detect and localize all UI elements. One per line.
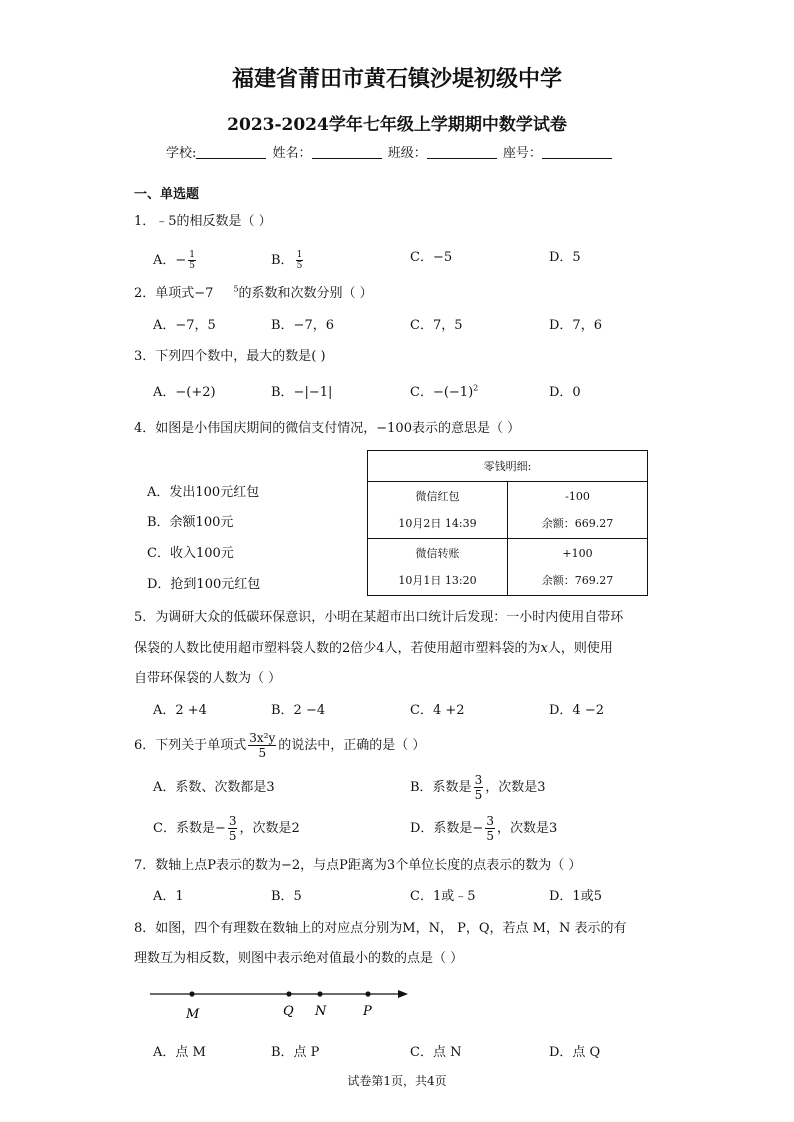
q6-c-num: 3: [228, 814, 237, 828]
q1-a-num: 1: [189, 250, 196, 260]
name-label: 姓名：: [272, 146, 312, 161]
q6-option-d: [410, 813, 557, 845]
label-n: N: [315, 1004, 327, 1019]
q1-a-fraction: [188, 250, 196, 271]
q2-option-b: B．−7，6: [271, 318, 334, 333]
table-row-2-left: [368, 539, 508, 596]
q6-option-c: [153, 813, 300, 845]
q5-option-b: B．2 −4: [271, 703, 326, 718]
r1-amount: -100: [565, 490, 590, 503]
q1-stem: 1．﹣5的相反数是（ ）: [134, 214, 272, 229]
q8-line-2: 理数互为相反数，则图中表示绝对值最小的数的点是（ ）: [134, 951, 464, 966]
q6-b-num: 3: [474, 773, 483, 787]
q4-option-a: A．发出100元红包: [147, 485, 260, 500]
q2-stem-a: 2．单项式−7: [134, 286, 214, 301]
class-blank[interactable]: [427, 146, 497, 159]
r2-amount: +100: [562, 547, 593, 560]
school-blank[interactable]: [196, 146, 266, 159]
q1-option-b: [271, 250, 305, 271]
q7-option-d: D．1或5: [549, 889, 602, 904]
point-n: [317, 991, 322, 996]
q5-line-3: 自带环保袋的人数为（ ）: [134, 671, 282, 686]
q3-option-b: B．−|−1|: [271, 385, 333, 400]
q1-a-label: A．: [153, 253, 176, 268]
q5-var-x: x: [540, 641, 548, 656]
q1-option-d: D．5: [549, 250, 581, 265]
q3-stem: 3．下列四个数中，最大的数是( ): [134, 349, 326, 364]
q1-a-sign: −: [175, 253, 187, 268]
table-row-1-left: [368, 482, 508, 539]
q8-option-a: A．点 M: [153, 1045, 206, 1060]
q3-c-text: C．−(−1): [410, 385, 474, 400]
school-label: 学校:: [166, 146, 197, 161]
q7-option-a: A．1: [153, 889, 184, 904]
q5-line-1: 5．为调研大众的低碳环保意识，小明在某超市出口统计后发现：一小时内使用自带环: [134, 610, 624, 625]
q6-frac-den: 5: [258, 746, 267, 760]
class-label: 班级：: [387, 146, 427, 161]
r2-name: 微信转账: [415, 547, 460, 560]
q6-stem-b: 的说法中，正确的是（ ）: [278, 738, 426, 753]
section-heading: 一、单选题: [134, 187, 200, 202]
q4-option-d: D．抢到100元红包: [147, 577, 261, 592]
q4-option-c: C．收入100元: [147, 546, 234, 561]
table-row-1-right: [508, 482, 648, 539]
q3-option-c: [410, 385, 478, 401]
r1-time: 10月2日 14:39: [398, 517, 477, 530]
q6-c-text: C．系数是−: [153, 821, 226, 836]
q6-c-tail: ，次数是2: [239, 821, 300, 836]
q6-d-text: D．系数是−: [410, 821, 484, 836]
name-blank[interactable]: [312, 146, 382, 159]
seat-label: 座号：: [502, 146, 542, 161]
point-m: [189, 991, 194, 996]
label-p: P: [363, 1004, 372, 1019]
q1-b-den: 5: [296, 261, 303, 271]
label-q: Q: [283, 1004, 294, 1019]
table-header: 零钱明细:: [368, 451, 648, 482]
seat-blank[interactable]: [542, 146, 612, 159]
q2-option-c: C．7，5: [410, 318, 463, 333]
q2-option-d: D．7，6: [549, 318, 602, 333]
table-row-2-right: [508, 539, 648, 596]
q1-option-c: C．−5: [410, 250, 453, 265]
q4-stem: 4．如图是小伟国庆期间的微信支付情况，−100表示的意思是（ ）: [134, 421, 521, 436]
student-info-line: [166, 146, 614, 162]
q6-option-b: [410, 772, 545, 804]
q5-option-d: D．4 −2: [549, 703, 604, 718]
q6-d-den: 5: [486, 829, 494, 843]
q5-line-2a: 保袋的人数比使用超市塑料袋人数的2倍少4人，若使用超市塑料袋的为: [134, 641, 541, 656]
q6-d-tail: ，次数是3: [496, 821, 558, 836]
q6-d-num: 3: [486, 814, 494, 828]
q3-c-sup: 2: [473, 383, 479, 393]
q3-option-a: A．−(+2): [153, 385, 216, 400]
page-footer: 试卷第1页，共4页: [347, 1074, 447, 1088]
q8-option-d: D．点 Q: [549, 1045, 601, 1060]
q2-stem-sup: 5: [233, 284, 239, 294]
document-title: 福建省莆田市黄石镇沙堤初级中学: [231, 66, 562, 92]
q8-option-b: B．点 P: [271, 1045, 320, 1060]
q5-option-a: A．2 +4: [153, 703, 207, 718]
q7-option-b: B．5: [271, 889, 302, 904]
q1-b-fraction: [296, 250, 304, 271]
q1-a-den: 5: [189, 261, 196, 271]
q7-stem: 7．数轴上点P表示的数为−2，与点P距离为3个单位长度的点表示的数为（ ）: [134, 858, 582, 873]
q1-option-a: [153, 250, 198, 271]
number-line-figure: [150, 986, 415, 1024]
q6-c-fraction: [228, 814, 238, 843]
q6-option-a: A．系数、次数都是3: [153, 780, 275, 795]
q8-option-c: C．点 N: [410, 1045, 462, 1060]
wallet-detail-table: [367, 450, 648, 596]
r2-balance: 余额：769.27: [541, 574, 614, 587]
q6-b-fraction: [474, 773, 484, 802]
number-line-arrow-icon: [398, 990, 408, 998]
q7-option-c: C．1或﹣5: [410, 889, 476, 904]
q1-b-label: B．: [271, 253, 294, 268]
q6-b-den: 5: [474, 788, 483, 802]
q3-option-d: D．0: [549, 385, 581, 400]
label-m: M: [186, 1007, 200, 1022]
q6-b-tail: ，次数是3: [485, 780, 546, 795]
point-q: [286, 991, 291, 996]
q6-stem-a: 6．下列关于单项式: [134, 738, 247, 753]
q2-stem: [134, 286, 373, 302]
r2-time: 10月1日 13:20: [398, 574, 477, 587]
q6-frac-num: 3x²y: [249, 731, 276, 745]
q1-b-num: 1: [296, 250, 303, 260]
q6-fraction: [248, 731, 276, 760]
q2-option-a: A．−7，5: [153, 318, 216, 333]
document-subtitle: 2023-2024学年七年级上学期期中数学试卷: [227, 115, 567, 135]
q5-line-2b: 人，则使用: [547, 641, 613, 656]
q6-stem: [134, 730, 425, 762]
q6-b-text: B．系数是: [410, 780, 472, 795]
q6-d-fraction: [485, 814, 495, 843]
q5-option-c: C．4 +2: [410, 703, 465, 718]
q4-option-b: B．余额100元: [147, 515, 234, 530]
q5-line-2: [134, 641, 613, 657]
q6-c-den: 5: [228, 829, 237, 843]
r1-name: 微信红包: [415, 490, 460, 503]
q2-stem-b: 的系数和次数分别（ ）: [238, 286, 373, 301]
q8-line-1: 8．如图，四个有理数在数轴上的对应点分别为M，N， P，Q，若点 M，N 表示的有: [134, 921, 627, 936]
point-p: [365, 991, 370, 996]
r1-balance: 余额：669.27: [541, 517, 614, 530]
